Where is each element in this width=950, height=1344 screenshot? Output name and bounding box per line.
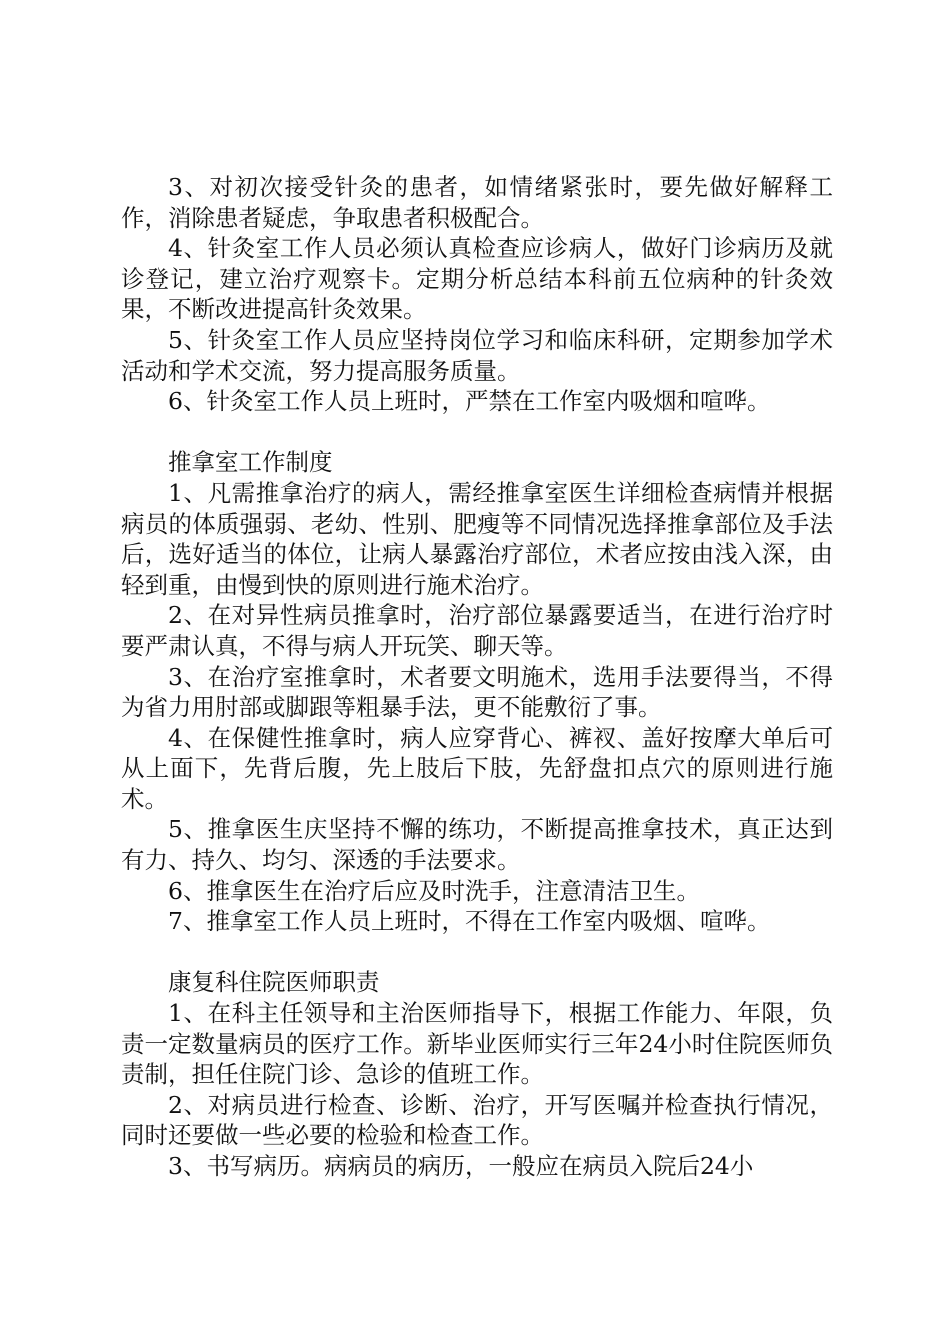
- massage-room-heading: 推拿室工作制度: [168, 448, 333, 477]
- massage-rule-3: 3、在治疗室推拿时，术者要文明施术，选用手法要得当，不得为省力用肘部或脚跟等粗暴手法，更不能敷衍了事。: [121, 662, 833, 722]
- massage-rule-2: 2、在对异性病员推拿时，治疗部位暴露要适当，在进行治疗时要严肃认真，不得与病人开玩笑、聊天等。: [121, 601, 833, 660]
- massage-rule-4: 4、在保健性推拿时，病人应穿背心、裤衩、盖好按摩大单后可从上面下，先背后腹，先上肢后下肢，先舒盘扣点穴的原则进行施术。: [121, 723, 833, 813]
- massage-room-rules-section: [121, 447, 833, 937]
- resident-duties-section: [121, 967, 833, 1181]
- acupuncture-rule-4: 4、针灸室工作人员必须认真检查应诊病人，做好门诊病历及就诊登记，建立治疗观察卡。定期分析总结本科前五位病种的针灸效果，不断改进提高针灸效果。: [121, 234, 833, 324]
- section-gap: [121, 417, 833, 448]
- resident-duties-heading: 康复科住院医师职责: [168, 968, 380, 997]
- acupuncture-rules-section: [121, 172, 833, 417]
- massage-rule-6: 6、推拿医生在治疗后应及时洗手，注意清洁卫生。: [168, 876, 700, 905]
- massage-rule-5: 5、推拿医生庆坚持不懈的练功，不断提高推拿技术，真正达到有力、持久、均匀、深透的手法要求。: [121, 815, 833, 875]
- resident-duty-1: 1、在科主任领导和主治医师指导下，根据工作能力、年限，负责一定数量病员的医疗工作。新毕业医师实行三年24小时住院医师负责制，担任住院门诊、急诊的值班工作。: [121, 999, 833, 1089]
- acupuncture-rule-5: 5、针灸室工作人员应坚持岗位学习和临床科研，定期参加学术活动和学术交流，努力提高服务质量。: [121, 325, 833, 385]
- section-gap: [121, 937, 833, 968]
- resident-duty-2: 2、对病员进行检查、诊断、治疗，开写医嘱并检查执行情况，同时还要做一些必要的检验和检查工作。: [121, 1090, 833, 1150]
- acupuncture-rule-6: 6、针灸室工作人员上班时，严禁在工作室内吸烟和喧哗。: [168, 387, 771, 416]
- massage-rule-1: 1、凡需推拿治疗的病人，需经推拿室医生详细检查病情并根据病员的体质强弱、老幼、性别、肥瘦等不同情况选择推拿部位及手法后，选好适当的体位，让病人暴露治疗部位，术者应按由浅入深，由轻到重，由慢到快的原则进行施术治疗。: [121, 478, 833, 599]
- resident-duty-3: 3、书写病历。病病员的病历，一般应在病员入院后24小: [168, 1152, 754, 1180]
- massage-rule-7: 7、推拿室工作人员上班时，不得在工作室内吸烟、喧哗。: [168, 907, 771, 936]
- document-page: [121, 172, 833, 1182]
- acupuncture-rule-3: 3、对初次接受针灸的患者，如情绪紧张时，要先做好解释工作，消除患者疑虑，争取患者积极配合。: [121, 173, 833, 232]
